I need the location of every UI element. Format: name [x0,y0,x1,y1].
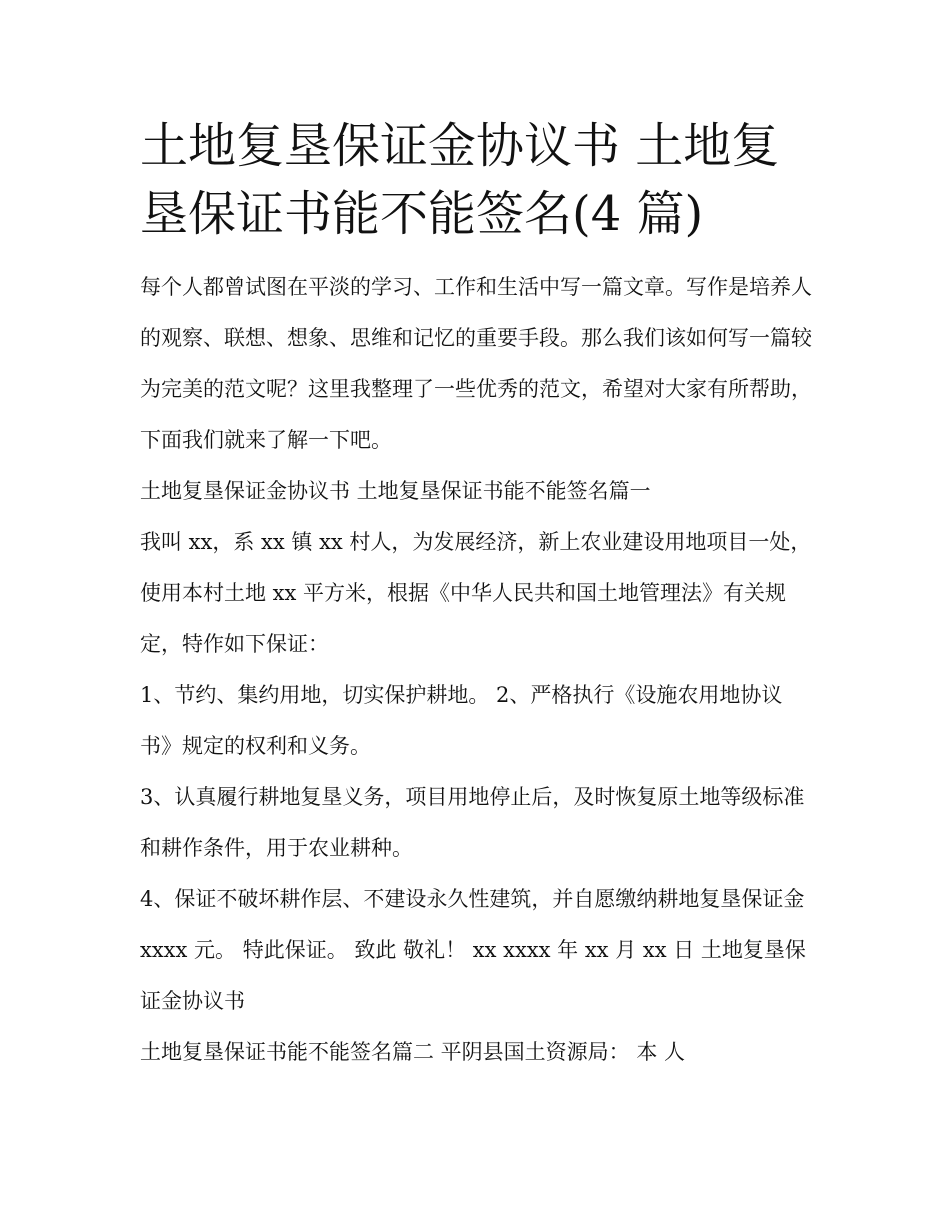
clause-1-2: 1、节约、集约用地，切实保护耕地。 2、严格执行《设施农用地协议书》规定的权利和义务。 [140,683,783,758]
intro-paragraph: 每个人都曾试图在平淡的学习、工作和生活中写一篇文章。写作是培养人的观察、联想、想象、思维和记忆的重要手段。那么我们该如何写一篇较为完美的范文呢？这里我整理了一些优秀的范文，希望对大家有所帮助，下面我们就来了解一下吧。 [140,275,812,452]
clause-3: 3、认真履行耕地复垦义务，项目用地停止后，及时恢复原土地等级标准和耕作条件，用于农业耕种。 [140,785,805,860]
statement-paragraph: 我叫 xx，系 xx 镇 xx 村人，为发展经济，新上农业建设用地项目一处，使用本村土地 xx 平方米，根据《中华人民共和国土地管理法》有关规定，特作如下保证： [140,530,812,656]
section-heading-part-one: 土地复垦保证金协议书 土地复垦保证书能不能签名篇一 [140,479,651,503]
document-body [140,112,812,1078]
clause-4-closing: 4、保证不破坏耕作层、不建设永久性建筑，并自愿缴纳耕地复垦保证金 xxxx 元。 特此保证。 致此 敬礼！ xx xxxx 年 xx 月 xx 日 土地复垦保证金协议书 [140,887,806,1013]
section-heading-part-two: 土地复垦保证书能不能签名篇二 平阴县国土资源局： 本 人 [140,1040,686,1064]
document-title: 土地复垦保证金协议书 土地复垦保证书能不能签名(4 篇) [140,118,780,242]
